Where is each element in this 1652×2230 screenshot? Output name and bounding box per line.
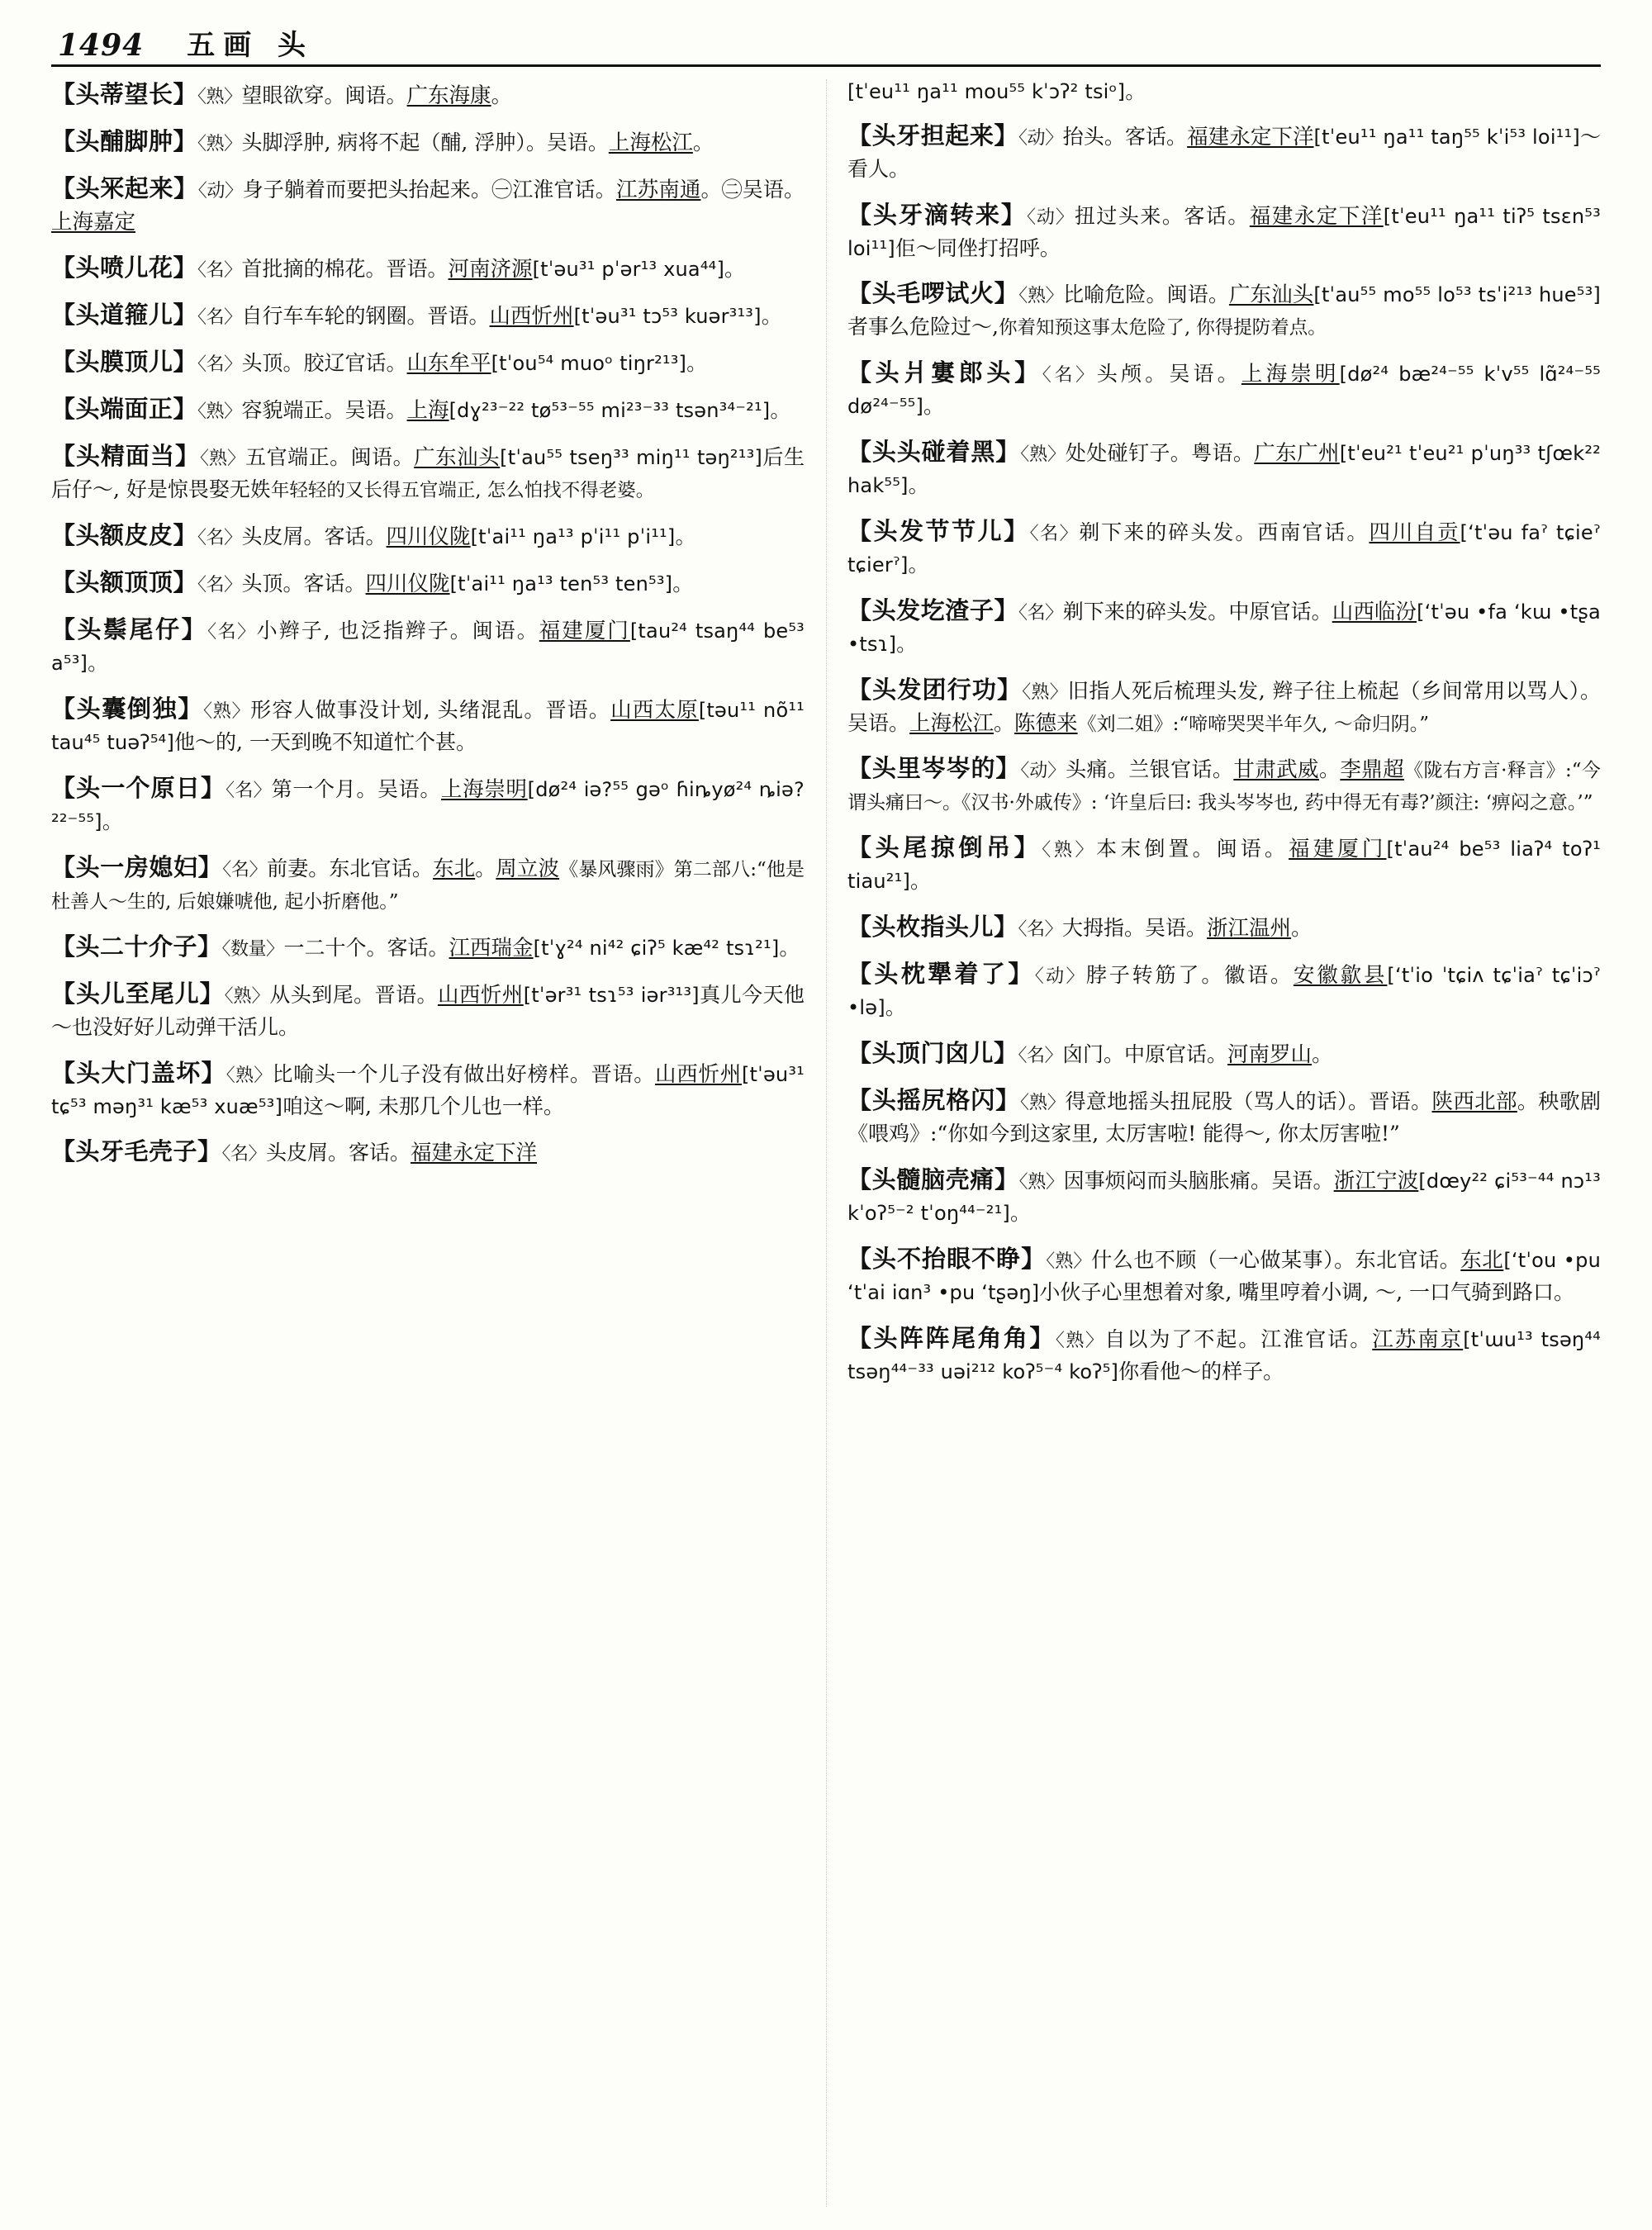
- entry-dialect-location: 山西忻州: [489, 304, 574, 330]
- entry-headword: 【头大门盖坏】: [51, 1058, 226, 1087]
- entry-definition: 头颅。吴语。: [1096, 362, 1241, 387]
- entry-definition: 处处碰钉子。粤语。: [1065, 441, 1255, 466]
- entry-ipa-transcription: [tˈɯu¹³ tsəŋ⁴⁴ tsəŋ⁴⁴⁻³³ uəi²¹² koʔ⁵⁻⁴ koʔ⁵]: [847, 1327, 1601, 1383]
- entry-definition: 前妻。东北官话。: [267, 856, 433, 880]
- entry-headword: 【头髓脑壳痛】: [847, 1165, 1019, 1193]
- entry-pos-label: 〈数量〉: [221, 938, 284, 960]
- entry-headword: 【头枚指头儿】: [847, 913, 1018, 942]
- entry-definition-cont: 。: [994, 710, 1015, 735]
- entry-definition: 望眼欲穿。闽语。: [241, 83, 407, 107]
- entry-headword: 【头精面当】: [51, 442, 201, 471]
- entry-pos-label: 〈动〉: [197, 181, 243, 202]
- entry-headword: 【头毛啰试火】: [847, 279, 1019, 308]
- entry-dialect-location-secondary: 陈德来: [1014, 710, 1078, 736]
- entry-tail-punctuation: 。: [686, 351, 708, 376]
- entry-definition: 因事烦闷而头脑胀痛。吴语。: [1063, 1168, 1334, 1193]
- dictionary-entry: [51, 123, 805, 159]
- dictionary-entry: [847, 1082, 1601, 1151]
- entry-dialect-location: 安徽歙县: [1293, 963, 1388, 989]
- dictionary-entry: [847, 513, 1601, 581]
- entry-pos-label: 〈熟〉: [1046, 1250, 1092, 1272]
- entry-dialect-location: 广东海康: [406, 83, 491, 108]
- entry-tail-punctuation: 。: [779, 935, 800, 960]
- entry-dialect-location: 河南罗山: [1227, 1041, 1313, 1067]
- entry-pos-label: 〈熟〉: [197, 401, 242, 423]
- dictionary-entry: [51, 975, 805, 1044]
- entry-pos-label: 〈熟〉: [203, 701, 251, 723]
- entry-headword: 【头里岑岑的】: [847, 754, 1021, 783]
- entry-headword: 【头膜顶儿】: [51, 348, 198, 377]
- entry-definition: 从头到尾。晋语。: [269, 982, 438, 1007]
- entry-definition: 头皮屑。客话。: [266, 1141, 411, 1165]
- header-rule: [51, 64, 1601, 67]
- entry-tail-punctuation: 。: [1125, 79, 1146, 103]
- entry-headword: 【头蒂望长】: [51, 80, 198, 108]
- dictionary-entry: [51, 249, 805, 286]
- entry-dialect-location: 山西忻州: [654, 1061, 742, 1087]
- entry-dialect-location: 广东广州: [1254, 441, 1340, 467]
- dictionary-entry: [847, 76, 1601, 108]
- entry-pos-label: 〈熟〉: [197, 134, 242, 155]
- entry-tail-punctuation: 。: [910, 869, 932, 894]
- entry-dialect-location-secondary: 上海嘉定: [51, 210, 136, 235]
- dictionary-entry: [51, 170, 805, 239]
- entry-pos-label: 〈名〉: [225, 780, 272, 801]
- entry-dialect-location: 河南济源: [448, 256, 533, 282]
- dictionary-entry: [51, 928, 805, 965]
- entry-tail-punctuation: 。: [908, 473, 929, 498]
- entry-pos-label: 〈熟〉: [1055, 1330, 1105, 1351]
- column-left: [51, 76, 826, 2222]
- entry-dialect-location: 东北: [1460, 1247, 1504, 1273]
- entry-ipa-transcription: [dɣ²³⁻²² tø⁵³⁻⁵⁵ mi²³⁻³³ tsən³⁴⁻²¹]: [449, 399, 771, 423]
- entry-definition: 比喻头一个儿子没有做出好榜样。晋语。: [272, 1061, 655, 1086]
- dictionary-entry: [51, 438, 805, 506]
- entry-gloss-note: 年轻轻的又长得五官端正, 怎么怕找不得老婆。: [270, 480, 655, 502]
- entry-ipa-transcription: [dø²⁴ bæ²⁴⁻⁵⁵ kˈv⁵⁵ lɑ̃²⁴⁻⁵⁵ dø²⁴⁻⁵⁵]: [847, 363, 1601, 419]
- entry-tail-punctuation: 。: [1291, 916, 1313, 941]
- entry-pos-label: 〈名〉: [197, 354, 242, 376]
- entry-headword: 【头牙滴转来】: [847, 200, 1027, 229]
- entry-pos-label: 〈熟〉: [1020, 1093, 1066, 1114]
- entry-pos-label: 〈名〉: [1018, 1045, 1063, 1066]
- entry-pos-label: 〈熟〉: [1042, 840, 1097, 861]
- dictionary-entry: [847, 829, 1601, 898]
- entry-headword: 【头发团行功】: [847, 675, 1023, 704]
- entry-definition: 头脚浮肿, 病将不起（酺, 浮肿）。吴语。: [241, 130, 609, 155]
- entry-pos-label: 〈名〉: [197, 259, 242, 281]
- entry-tail-punctuation: 。: [761, 304, 782, 329]
- entry-definition: 剃下来的碎头发。西南官话。: [1079, 520, 1370, 544]
- entry-dialect-location: 广东汕头: [414, 445, 501, 471]
- entry-ipa-transcription: [təu¹¹ nõ¹¹ tau⁴⁵ tuəʔ⁵⁴]: [51, 699, 805, 755]
- entry-dialect-location: 福建永定下洋: [411, 1141, 538, 1166]
- entry-tail-punctuation: 。: [885, 995, 906, 1020]
- entry-dialect-location: 山西太原: [610, 698, 699, 724]
- entry-headword: 【头一个原日】: [51, 773, 226, 802]
- entry-dialect-location: 四川仪陇: [386, 524, 471, 550]
- entry-dialect-location: 东北: [432, 856, 476, 881]
- entry-dialect-location: 福建厦门: [539, 619, 630, 644]
- entry-definition: 五官端正。闽语。: [245, 445, 415, 470]
- entry-example: ～看人。: [847, 124, 1601, 181]
- entry-ipa-transcription: [tˈɣ²⁴ ni⁴² ɕiʔ⁵ kæ⁴² tsɿ²¹]: [533, 936, 780, 960]
- entry-pos-label: 〈名〉: [1042, 365, 1097, 387]
- entry-pos-label: 〈熟〉: [1022, 681, 1068, 703]
- entry-headword: 【头枕犟着了】: [847, 960, 1035, 989]
- entry-headword: 【头二十介子】: [51, 932, 222, 961]
- entry-ipa-transcription: [tˈau²⁴ be⁵³ liaʔ⁴ toʔ¹ tiau²¹]: [847, 837, 1601, 894]
- entry-example: 你看他～的样子。: [1118, 1359, 1284, 1383]
- entry-definition: 抬头。客话。: [1062, 124, 1188, 149]
- entry-ipa-transcription: [ʻtˈəu •fa ʻkɯ •tʂa •tsɿ]: [847, 600, 1601, 656]
- entry-definition: 旧指人死后梳理头发, 辫子往上梳起（乡间常用以骂人）。吴语。: [847, 678, 1601, 735]
- entry-headword: 【头额皮皮】: [51, 521, 198, 550]
- entry-dialect-location: 江西瑞金: [449, 935, 534, 961]
- entry-example: 小伙子心里想着对象, 嘴里哼着小调, ～, 一口气骑到路口。: [1039, 1279, 1575, 1304]
- entry-headword: 【头喷儿花】: [51, 253, 198, 282]
- dictionary-entry: [847, 1320, 1601, 1388]
- dictionary-entry: [847, 275, 1601, 344]
- entry-definition: 头痛。兰银官话。: [1066, 757, 1234, 782]
- entry-definition: 一二十个。客话。: [283, 935, 449, 960]
- entry-dialect-location: 福建永定下洋: [1249, 203, 1384, 229]
- radical-heading: 五画 头: [187, 29, 315, 62]
- entry-citation-quote: 《刘二姐》:“啼啼哭哭半年久, ～命归阴。”: [1077, 713, 1429, 735]
- entry-definition: 第一个月。吴语。: [271, 776, 441, 801]
- entry-dialect-location: 四川仪陇: [365, 572, 450, 597]
- entry-dialect-location: 上海崇明: [1241, 362, 1340, 387]
- page-header: [58, 15, 1594, 63]
- column-right: [826, 76, 1601, 2222]
- entry-headword: 【头鬃尾仔】: [51, 615, 208, 644]
- entry-definition: 首批摘的棉花。晋语。: [241, 256, 449, 281]
- dictionary-entry: [51, 297, 805, 333]
- entry-example: 咱这～啊, 未那几个儿也一样。: [282, 1094, 564, 1118]
- dictionary-entry: [847, 909, 1601, 945]
- entry-headword: 【头端面正】: [51, 395, 198, 424]
- entry-ipa-transcription: [ʻtˈəu faˀ tɕieˀ tɕierˀ]: [847, 520, 1601, 576]
- entry-headword: 【头不抬眼不睁】: [847, 1244, 1047, 1273]
- entry-definition-cont: 。㊁吴语。: [700, 178, 805, 202]
- entry-ipa-transcription: [tˈau⁵⁵ tseŋ³³ miŋ¹¹ təŋ²¹³]: [500, 446, 762, 470]
- entry-headword: 【头额顶顶】: [51, 568, 198, 597]
- entry-definition: 头皮屑。客话。: [241, 524, 387, 549]
- entry-definition: 本末倒置。闽语。: [1096, 837, 1289, 861]
- dictionary-entry: [51, 1133, 805, 1170]
- entry-headword: 【头一房媳妇】: [51, 852, 223, 881]
- dictionary-entry: [847, 1035, 1601, 1071]
- dictionary-entry: [847, 671, 1601, 740]
- entry-gloss-note: 你着知预这事太危险了, 你得提防着点。: [998, 317, 1327, 339]
- entry-tail-punctuation: 。: [672, 572, 694, 596]
- entry-headword: 【头发圪渣子】: [847, 595, 1019, 624]
- column-divider: [826, 79, 827, 2207]
- entry-pos-label: 〈名〉: [197, 528, 242, 549]
- entry-pos-label: 〈熟〉: [200, 448, 246, 470]
- entry-definition: 扭过头来。客话。: [1074, 203, 1250, 228]
- entry-example: 佢～同侳打招呼。: [895, 235, 1061, 260]
- entry-dialect-location: 上海崇明: [441, 776, 528, 802]
- entry-pos-label: 〈动〉: [1020, 761, 1066, 782]
- entry-definition: 容貌端正。吴语。: [241, 398, 407, 423]
- entry-pos-label: 〈动〉: [1034, 966, 1086, 988]
- entry-definition: 头顶。胶辽官话。: [241, 351, 407, 376]
- entry-definition-cont: 。: [475, 856, 496, 880]
- entry-definition: 脖子转筋了。徽语。: [1085, 963, 1294, 988]
- dictionary-entry: [51, 690, 805, 759]
- dictionary-entry: [51, 344, 805, 380]
- entry-headword: 【头酺脚肿】: [51, 127, 198, 156]
- entry-ipa-transcription: [tˈeu¹¹ ŋa¹¹ taŋ⁵⁵ kˈi⁵³ loi¹¹]: [1313, 125, 1580, 149]
- entry-dialect-location: 福建厦门: [1289, 837, 1387, 862]
- entry-dialect-location: 江苏南京: [1372, 1326, 1464, 1352]
- entry-pos-label: 〈名〉: [1018, 919, 1063, 941]
- entry-example: 。秧歌剧《喂鸡》:“你如今到这家里, 太厉害啦! 能得～, 你太厉害啦!”: [847, 1089, 1601, 1146]
- entry-pos-label: 〈名〉: [1018, 602, 1063, 624]
- entry-tail-punctuation: 。: [770, 398, 791, 423]
- entry-tail-punctuation: 。: [908, 552, 929, 576]
- entry-headword: 【头摇尻格闪】: [847, 1086, 1020, 1115]
- entry-example: 者事么危险过～,: [847, 315, 999, 339]
- dictionary-entry: [847, 956, 1601, 1024]
- entry-definition-cont: 。: [1318, 757, 1341, 782]
- entry-headword: 【头牙毛壳子】: [51, 1137, 222, 1166]
- entry-dialect-location-secondary: 李鼎超: [1340, 757, 1405, 783]
- entry-headword: 【头牙担起来】: [847, 121, 1018, 149]
- dictionary-entry: [51, 391, 805, 427]
- entry-pos-label: 〈熟〉: [1018, 1171, 1064, 1193]
- entry-ipa-transcription: [tˈeu¹¹ ŋa¹¹ tiʔ⁵ tsɛn⁵³ loi¹¹]: [847, 204, 1601, 260]
- entry-dialect-location: 广东汕头: [1228, 282, 1314, 308]
- entry-definition: 小辫子, 也泛指辫子。闽语。: [256, 619, 539, 643]
- entry-ipa-transcription: [tˈai¹¹ ŋa¹³ pˈi¹¹ pˈi¹¹]: [470, 525, 676, 549]
- entry-ipa-transcription: [tˈəu³¹ tɔ⁵³ kuər³¹³]: [573, 305, 762, 329]
- entry-dialect-location: 上海松江: [909, 710, 995, 736]
- entry-definition: 形容人做事没计划, 头绪混乱。晋语。: [250, 698, 611, 723]
- dictionary-entry: [51, 517, 805, 553]
- entry-headword: 【头阵阵尾角角】: [847, 1323, 1056, 1352]
- entry-tail-punctuation: 。: [724, 256, 746, 281]
- entry-dialect-location: 江苏南通: [615, 178, 701, 203]
- entry-tail-punctuation: 。: [88, 651, 109, 676]
- entry-ipa-transcription: [dœy²² ɕi⁵³⁻⁴⁴ nɔ¹³ kˈoʔ⁵⁻² tˈoŋ⁴⁴⁻²¹]: [847, 1169, 1601, 1225]
- entry-pos-label: 〈名〉: [207, 622, 257, 643]
- entry-pos-label: 〈动〉: [1018, 127, 1063, 149]
- entry-citation-quote: 《暴风骤雨》第二部八:“他是杜善人～生的, 后娘嫌唬他, 起小折磨他。”: [51, 858, 805, 913]
- entry-pos-label: 〈动〉: [1026, 206, 1075, 228]
- entry-pos-label: 〈熟〉: [225, 1065, 273, 1086]
- entry-dialect-location: 浙江宁波: [1333, 1168, 1419, 1193]
- entry-dialect-location: 上海松江: [608, 130, 693, 156]
- entry-ipa-transcription: [tˈəu³¹ pˈər¹³ xua⁴⁴]: [532, 257, 725, 281]
- entry-definition: 自行车车轮的钢圈。晋语。: [241, 304, 490, 329]
- entry-tail-punctuation: 。: [491, 83, 512, 107]
- entry-headword: 【头囊倒独】: [51, 695, 204, 724]
- entry-pos-label: 〈熟〉: [1020, 444, 1066, 466]
- dictionary-entry: [51, 849, 805, 918]
- dictionary-entry: [847, 750, 1601, 818]
- entry-headword: 【头顶门囟儿】: [847, 1038, 1018, 1067]
- dictionary-entry: [847, 197, 1601, 265]
- entry-tail-punctuation: 。: [675, 524, 696, 549]
- entry-pos-label: 〈名〉: [1029, 523, 1080, 544]
- dictionary-entry: [847, 1241, 1601, 1309]
- dictionary-entry: [51, 564, 805, 600]
- dictionary-entry: [51, 1055, 805, 1123]
- entry-definition: 比喻危险。闽语。: [1063, 282, 1229, 307]
- entry-ipa-transcription: [ʻtˈou •pu ʻtˈai iɑn³ •pu ʻtʂəŋ]: [847, 1248, 1601, 1304]
- entry-ipa-transcription: [tˈou⁵⁴ muoᵒ tiŋr²¹³]: [491, 352, 687, 376]
- entry-ipa-transcription: [dø²⁴ iə?⁵⁵ gəᵒ ɦiȵyø²⁴ ȵiə?²²⁻⁵⁵]: [51, 777, 805, 834]
- entry-ipa-transcription: [tˈeu²¹ tˈeu²¹ pˈuŋ³³ tʃœk²² hak⁵⁵]: [847, 442, 1601, 498]
- entry-dialect-location: 福建永定下洋: [1187, 124, 1314, 149]
- entry-ipa-transcription: [tau²⁴ tsaŋ⁴⁴ be⁵³ a⁵³]: [51, 619, 805, 676]
- entry-definition: 自以为了不起。江淮官话。: [1104, 1326, 1373, 1351]
- entry-definition: 剃下来的碎头发。中原官话。: [1062, 599, 1332, 624]
- entry-tail-punctuation: 。: [692, 130, 714, 155]
- entry-dialect-location-secondary: 周立波: [496, 856, 560, 881]
- dictionary-entry: [51, 76, 805, 112]
- entry-ipa-transcription: [tˈeu¹¹ ŋa¹¹ mou⁵⁵ kˈɔʔ² tsiᵒ]: [847, 80, 1126, 103]
- entry-headword: 【头儿至尾儿】: [51, 979, 225, 1008]
- dictionary-entry: [847, 592, 1601, 661]
- entry-example: 后生后仔～, 好是惊畏娶无妷: [51, 445, 805, 502]
- entry-definition: 身子躺着而要把头抬起来。㊀江淮官话。: [242, 178, 616, 202]
- entry-ipa-transcription: [tˈəu³¹ tɕ⁵³ məŋ³¹ kæ⁵³ xuæ⁵³]: [51, 1062, 805, 1118]
- dictionary-entry: [847, 1161, 1601, 1230]
- entry-definition: 得意地摇头扭屁股（骂人的话）。晋语。: [1065, 1089, 1432, 1114]
- entry-dialect-location: 上海: [406, 398, 449, 424]
- entry-headword: 【头道箍儿】: [51, 301, 198, 330]
- entry-headword: 【头冞起来】: [51, 174, 198, 203]
- entry-definition: 头顶。客话。: [241, 572, 366, 596]
- dictionary-entry: [51, 770, 805, 838]
- dictionary-entry: [847, 434, 1601, 502]
- entry-definition: 囟门。中原官话。: [1062, 1041, 1228, 1066]
- entry-pos-label: 〈熟〉: [224, 985, 270, 1007]
- entry-pos-label: 〈熟〉: [1018, 286, 1064, 307]
- entry-dialect-location: 浙江温州: [1207, 916, 1292, 942]
- entry-pos-label: 〈名〉: [197, 575, 242, 596]
- entry-dialect-location: 四川自贡: [1369, 520, 1460, 545]
- entry-example: 他～的, 一天到晚不知道忙个甚。: [174, 730, 477, 755]
- entry-dialect-location: 陕西北部: [1431, 1089, 1517, 1115]
- entry-definition: 大拇指。吴语。: [1062, 916, 1208, 941]
- entry-pos-label: 〈名〉: [222, 859, 268, 880]
- entry-headword: 【头尾掠倒吊】: [847, 833, 1042, 862]
- entry-example: 真儿今天他～也没好好儿动弹干活儿。: [51, 982, 805, 1039]
- entry-headword: 【头头碰着黑】: [847, 438, 1021, 467]
- entry-citation-quote: 《陇右方言·释言》:“今谓头痛曰～。《汉书·外戚传》: ‘许皇后曰: 我头岑岑也, 药中得无有毒?’颜注: ‘痹闷之意。’”: [847, 760, 1601, 814]
- entry-tail-punctuation: 。: [1312, 1041, 1333, 1066]
- entry-dialect-location: 甘肃武威: [1233, 757, 1319, 783]
- entry-dialect-location: 山西临汾: [1332, 599, 1417, 624]
- entry-ipa-transcription: [tˈai¹¹ ŋa¹³ ten⁵³ ten⁵³]: [449, 572, 673, 596]
- entry-tail-punctuation: 。: [102, 809, 123, 834]
- entry-dialect-location: 山东牟平: [406, 351, 491, 377]
- dictionary-entry: [847, 354, 1601, 423]
- entry-tail-punctuation: 。: [896, 631, 918, 656]
- entry-pos-label: 〈名〉: [197, 307, 242, 329]
- page-number: 1494: [58, 28, 145, 63]
- entry-definition: 什么也不顾（一心做某事）。东北官话。: [1091, 1247, 1461, 1272]
- entry-pos-label: 〈熟〉: [197, 87, 242, 107]
- dictionary-entry: [51, 611, 805, 680]
- entry-tail-punctuation: 。: [1009, 1200, 1031, 1225]
- entry-tail-punctuation: 。: [923, 394, 945, 419]
- entry-ipa-transcription: [tˈau⁵⁵ mo⁵⁵ lo⁵³ tsˈi²¹³ hue⁵³]: [1313, 283, 1601, 307]
- entry-dialect-location: 山西忻州: [437, 982, 524, 1008]
- entry-pos-label: 〈名〉: [221, 1144, 267, 1165]
- entry-headword: 【头爿寠郎头】: [847, 358, 1042, 387]
- entry-headword: 【头发节节儿】: [847, 516, 1030, 545]
- dictionary-entry: [847, 117, 1601, 186]
- entry-ipa-transcription: [ʻtˈio ˈtɕiʌ tɕˈiaˀ tɕˈiɔˀ •lə]: [847, 964, 1601, 1020]
- entry-ipa-transcription: [tˈər³¹ tsɿ⁵³ iər³¹³]: [523, 983, 700, 1007]
